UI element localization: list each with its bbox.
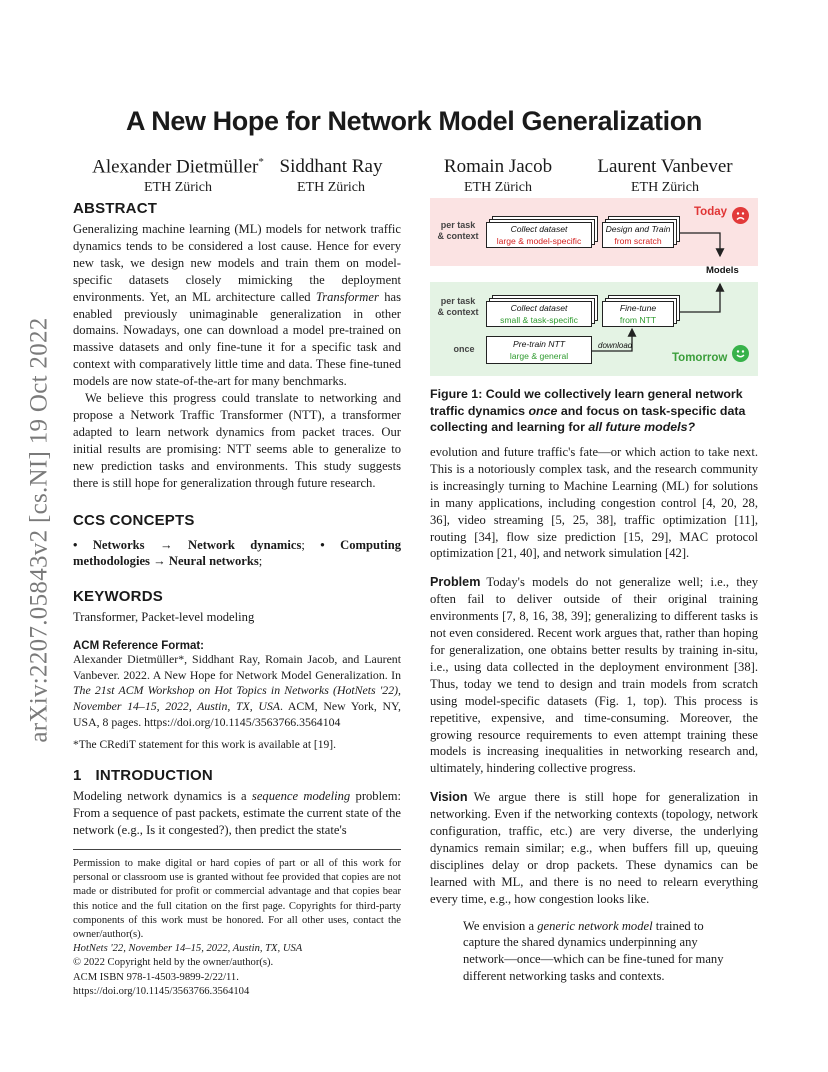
credit-footnote: *The CRediT statement for this work is available at [19]. bbox=[73, 739, 336, 752]
paper-title: A New Hope for Network Model Generalization bbox=[126, 106, 702, 136]
section-heading: 1 INTRODUCTION bbox=[73, 767, 213, 785]
author-block bbox=[82, 156, 274, 196]
author-block bbox=[437, 156, 559, 196]
left-column bbox=[73, 200, 401, 999]
abstract-paragraph: Generalizing machine learning (ML) models for network traffic dynamics tends to be considered a lost cause. Hence for every new task, we design new models and train them on model-specific datasets closely mimicking the deployment environments. Yet, an ML architecture called Transformer has enabled previously unimaginable generalization in other domains. Nowadays, one can download a model pre-trained on massive datasets and only fine-tune it for a specific task and context with comparatively little time and data. These fine-tuned models are now state-of-the-art for many benchmarks. bbox=[73, 222, 401, 389]
intro-paragraph: Modeling network dynamics is a sequence modeling problem: From a sequence of past packets, estimate the current state of the network (e.g., Is it congested?), then predict the state's bbox=[73, 789, 401, 837]
figure-1 bbox=[430, 198, 758, 376]
arxiv-stamp bbox=[22, 295, 58, 765]
happy-face-icon bbox=[732, 345, 749, 362]
per-task-context-label: per task & context bbox=[437, 220, 479, 241]
acm-reference-heading: ACM Reference Format: bbox=[73, 640, 204, 653]
abstract-heading: ABSTRACT bbox=[73, 200, 158, 217]
collect-dataset-box: Collect dataset small & task-specific bbox=[486, 301, 592, 327]
author-block bbox=[272, 156, 390, 196]
intro-paragraph: evolution and future traffic's fate—or which action to take next. This is a notoriously complex task, and the research community is increasingly turning to Machine Learning (ML) for solutions in many applications, including congestion control [4, 20, 28, 36], video streaming [5, 25, 38], traffic optimization [11], routing [34], flow size prediction [15, 29], MAC protocol optimization [21, 40], and network simulation [42]. bbox=[430, 445, 758, 561]
pretrain-ntt-box: Pre-train NTT large & general bbox=[486, 336, 592, 364]
models-label: Models bbox=[706, 265, 739, 276]
download-label: download bbox=[598, 341, 633, 350]
permission-notice: Permission to make digital or hard copies of part or all of this work for personal or classroom use is granted without fee provided that copies are not made or distributed for profit or commercial advantage and that copies bear this notice and the full citation on the first page. Copyrights for third-party components of this work must be honored. For all other uses, contact the owner/author(s). bbox=[73, 857, 401, 940]
keywords-text: Transformer, Packet-level modeling bbox=[73, 610, 255, 625]
author-affiliation: ETH Zürich bbox=[630, 180, 700, 195]
author-name: Romain Jacob bbox=[443, 156, 553, 177]
collect-dataset-box: Collect dataset large & model-specific bbox=[486, 222, 592, 248]
permission-isbn: ACM ISBN 978-1-4503-9899-2/22/11. bbox=[73, 971, 239, 983]
permission-doi: https://doi.org/10.1145/3563766.3564104 bbox=[73, 985, 250, 997]
vision-paragraph: Vision We argue there is still hope for generalization in networking. Even if the networking contexts (topology, network configuration, traffic, etc.) are very diverse, the underlying dynamics remain similar; e.g., when buffers fill up, queuing disciplines delay or drop packets. These dynamics can be learned with ML, and there is no need to relearn everything every time, e.g., how congestion looks like. bbox=[430, 790, 758, 906]
author-mark: * bbox=[258, 156, 264, 168]
problem-paragraph: Problem Today's models do not generalize well; i.e., they often fail to deliver outside of their original training environments [7, 8, 16, 38, 39]; generalizing to different tasks is not even considered. Recent work argues that, rather than hoping for generalization, one obtains better results by training in-situ, i.e., using data collected in the deployment environment [38]. Thus, today we tend to design and train models from scratch using model-specific datasets (Fig. 1, top). This process is repetitive, expensive, and time-consuming. Moreover, the growing resource requirements to even attempt training these models is increasing inequalities in networking research and, ultimately, hindering collective progress. bbox=[430, 575, 758, 776]
author-affiliation: ETH Zürich bbox=[463, 180, 533, 195]
tomorrow-label: Tomorrow bbox=[672, 352, 728, 364]
footnote-rule bbox=[73, 849, 401, 850]
today-label: Today bbox=[694, 206, 728, 218]
author-name: Siddhant Ray bbox=[279, 156, 383, 177]
figure-caption: Figure 1: Could we collectively learn general network traffic dynamics once and focus on task-specific data collecting and learning for all future models? bbox=[430, 387, 746, 435]
author-block bbox=[584, 156, 746, 196]
fine-tune-box: Fine-tune from NTT bbox=[602, 301, 674, 327]
sad-face-icon bbox=[732, 207, 749, 224]
keywords-heading: KEYWORDS bbox=[73, 588, 163, 606]
author-name: Laurent Vanbever bbox=[597, 156, 733, 177]
right-column bbox=[430, 444, 758, 985]
permission-copyright: © 2022 Copyright held by the owner/author(s). bbox=[73, 957, 274, 969]
ccs-heading: CCS CONCEPTS bbox=[73, 511, 195, 529]
abstract-paragraph: We believe this progress could translate to networking and propose a Network Traffic Transformer (NTT), a transformer adapted to learn network dynamics from packet traces. Our initial results are promising: NTT seems able to generalize to new prediction tasks and environments. This study suggests there is still hope for generalization through future research. bbox=[73, 391, 401, 490]
author-name: Alexander Dietmüller bbox=[92, 156, 259, 178]
arxiv-identifier: arXiv:2207.05843v2 [cs.NI] 19 Oct 2022 bbox=[26, 317, 53, 743]
ccs-concepts: • Networks → Network dynamics; • Computing methodologies → Neural networks; bbox=[73, 537, 401, 569]
vision-quote: We envision a generic network model trained to capture the shared dynamics underpinning any network—once—which can be fine-tuned for many different networking tasks and contexts. bbox=[463, 918, 724, 984]
author-affiliation: ETH Zürich bbox=[296, 180, 366, 195]
author-affiliation: ETH Zürich bbox=[143, 180, 213, 196]
once-label: once bbox=[453, 344, 475, 354]
acm-reference-text: Alexander Dietmüller*, Siddhant Ray, Romain Jacob, and Laurent Vanbever. 2022. A New Hope for Network Model Generalization. In The 21st ACM Workshop on Hot Topics in Networks (HotNets '22), November 14–15, 2022, Austin, TX, USA. ACM, New York, NY, USA, 8 pages. https://doi.org/10.1145/3563766.3564104 bbox=[73, 652, 401, 729]
permission-venue: HotNets '22, November 14–15, 2022, Austin, TX, USA bbox=[73, 943, 303, 955]
design-train-box: Design and Train from scratch bbox=[602, 222, 674, 248]
per-task-context-label: per task & context bbox=[437, 296, 479, 317]
